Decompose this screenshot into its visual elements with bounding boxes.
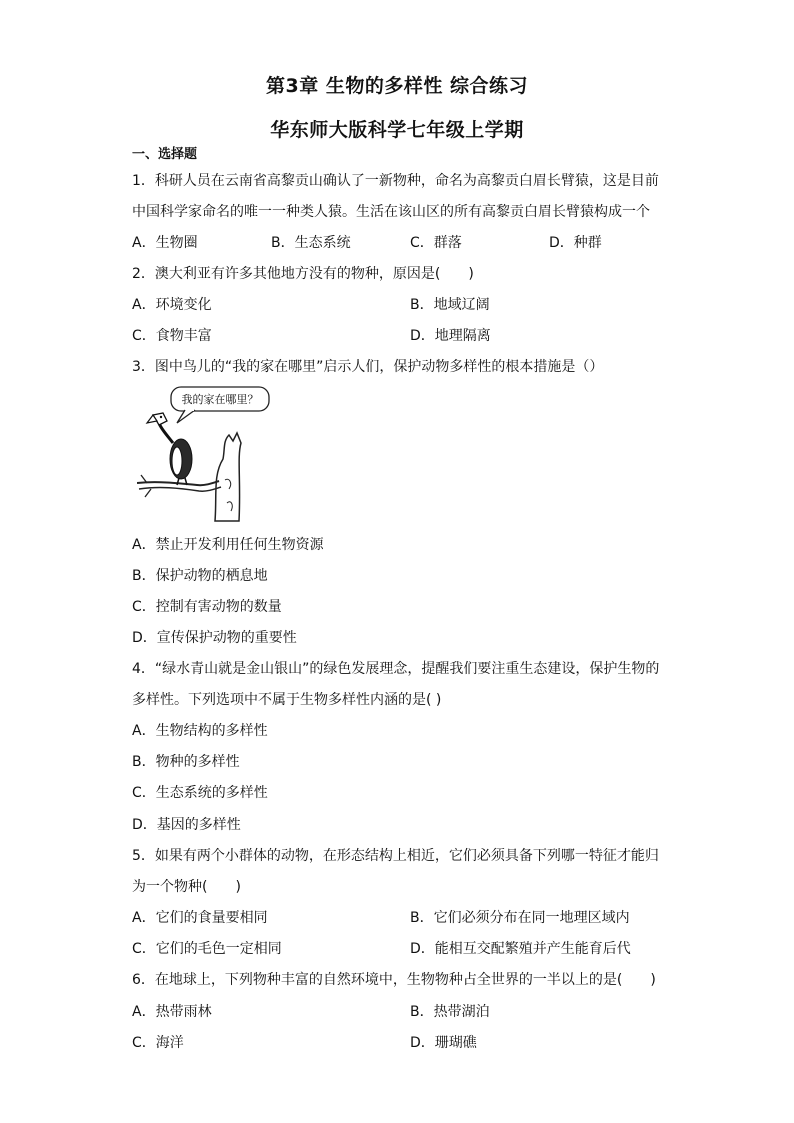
question-5-line-2: 为一个物种( ) [132,879,241,895]
q4-option-b: B．物种的多样性 [132,754,240,770]
q3-option-b: B．保护动物的栖息地 [132,568,268,584]
q6-option-b: B．热带湖泊 [410,1004,490,1020]
q5-option-a: A．它们的食量要相同 [132,910,268,926]
q3-option-a: A．禁止开发利用任何生物资源 [132,537,324,553]
q6-option-a: A．热带雨林 [132,1004,212,1020]
question-2-line-1: 2．澳大利亚有许多其他地方没有的物种，原因是( ) [132,266,474,282]
q3-option-c: C．控制有害动物的数量 [132,599,282,615]
q5-option-b: B．它们必须分布在同一地理区域内 [410,910,630,926]
section-heading: 一、选择题 [132,147,198,162]
q3-option-d: D．宣传保护动物的重要性 [132,630,297,646]
speech-bubble-text: 我的家在哪里？ [181,393,259,406]
q1-option-b: B．生态系统 [271,235,351,251]
q1-option-a: A．生物圈 [132,235,198,251]
q1-option-d: D．种群 [549,235,602,251]
question-1-line-2: 中国科学家命名的唯一一种类人猿。生活在该山区的所有高黎贡白眉长臂猿构成一个 [132,204,650,220]
q6-option-c: C．海洋 [132,1035,184,1051]
question-5-line-1: 5．如果有两个小群体的动物，在形态结构上相近，它们必须具备下列哪一特征才能归 [132,848,659,864]
bird-on-tree-figure [137,385,277,525]
q6-option-d: D．珊瑚礁 [410,1035,477,1051]
q2-option-b: B．地域辽阔 [410,297,490,313]
page-subtitle: 华东师大版科学七年级上学期 [270,119,524,141]
question-6-line-1: 6．在地球上，下列物种丰富的自然环境中，生物物种占全世界的一半以上的是( ) [132,972,656,988]
q4-option-d: D．基因的多样性 [132,817,241,833]
bird-illustration [137,385,277,525]
question-4-line-1: 4．“绿水青山就是金山银山”的绿色发展理念，提醒我们要注重生态建设，保护生物的 [132,661,660,677]
q4-option-c: C．生态系统的多样性 [132,785,268,801]
question-4-line-2: 多样性。下列选项中不属于生物多样性内涵的是( ) [132,692,442,708]
q5-option-d: D．能相互交配繁殖并产生能育后代 [410,941,631,957]
page-title: 第3章 生物的多样性 综合练习 [266,75,528,97]
q2-option-a: A．环境变化 [132,297,212,313]
question-1-line-1: 1．科研人员在云南省高黎贡山确认了一新物种，命名为高黎贡白眉长臂猿，这是目前 [132,173,659,189]
question-3-line-1: 3．图中鸟儿的“我的家在哪里”启示人们，保护动物多样性的根本措施是（） [132,359,604,375]
q1-option-c: C．群落 [410,235,462,251]
q5-option-c: C．它们的毛色一定相同 [132,941,282,957]
q4-option-a: A．生物结构的多样性 [132,723,268,739]
q2-option-d: D．地理隔离 [410,328,491,344]
q2-option-c: C．食物丰富 [132,328,212,344]
